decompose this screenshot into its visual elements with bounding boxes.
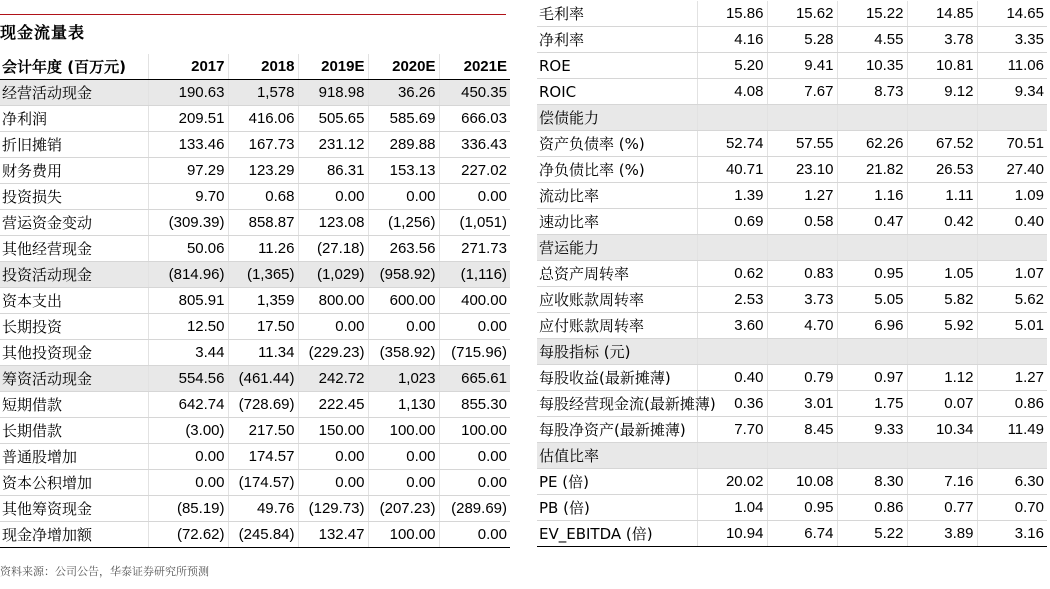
row-value: 1,359 <box>228 288 298 314</box>
row-label: ROIC <box>537 79 697 105</box>
row-label: PB (倍) <box>537 495 697 521</box>
row-value: 0.70 <box>977 495 1047 521</box>
row-value: 3.78 <box>907 27 977 53</box>
table-header-row <box>0 54 510 80</box>
table-row <box>537 443 1047 469</box>
row-value: 167.73 <box>228 132 298 158</box>
row-label: 估值比率 <box>537 443 697 469</box>
table-row <box>0 522 510 548</box>
row-value: 227.02 <box>439 158 510 184</box>
row-value: 554.56 <box>148 366 228 392</box>
row-value: 10.34 <box>907 417 977 443</box>
table-row <box>0 106 510 132</box>
row-value: 57.55 <box>767 131 837 157</box>
row-value: 600.00 <box>368 288 439 314</box>
row-value: 9.33 <box>837 417 907 443</box>
row-label: 长期投资 <box>0 314 148 340</box>
header-label: 会计年度 (百万元) <box>0 54 148 80</box>
row-value: 5.28 <box>767 27 837 53</box>
row-value: 800.00 <box>298 288 368 314</box>
table-row <box>537 469 1047 495</box>
row-value: (1,256) <box>368 210 439 236</box>
row-value: (1,051) <box>439 210 510 236</box>
row-value: 1,130 <box>368 392 439 418</box>
row-value <box>767 105 837 131</box>
table-row <box>0 340 510 366</box>
row-value: 3.44 <box>148 340 228 366</box>
row-value: 86.31 <box>298 158 368 184</box>
row-value: 190.63 <box>148 80 228 106</box>
row-value: 0.00 <box>368 470 439 496</box>
table-row <box>0 366 510 392</box>
row-value: 0.58 <box>767 209 837 235</box>
row-value: (289.69) <box>439 496 510 522</box>
row-label: 总资产周转率 <box>537 261 697 287</box>
row-value: 10.08 <box>767 469 837 495</box>
row-value: 49.76 <box>228 496 298 522</box>
row-value: 0.40 <box>697 365 767 391</box>
row-value: 9.70 <box>148 184 228 210</box>
row-value: 23.10 <box>767 157 837 183</box>
row-value: 0.86 <box>977 391 1047 417</box>
row-value: 0.42 <box>907 209 977 235</box>
table-row <box>537 1 1047 27</box>
row-label: 营运能力 <box>537 235 697 261</box>
row-value: 21.82 <box>837 157 907 183</box>
row-value: 642.74 <box>148 392 228 418</box>
row-value: 1.27 <box>977 365 1047 391</box>
row-label: 每股指标 (元) <box>537 339 697 365</box>
row-value <box>767 235 837 261</box>
row-label: 折旧摊销 <box>0 132 148 158</box>
row-value: 133.46 <box>148 132 228 158</box>
row-value: (814.96) <box>148 262 228 288</box>
row-value <box>837 105 907 131</box>
table-row <box>0 418 510 444</box>
row-value: 11.49 <box>977 417 1047 443</box>
row-value <box>697 443 767 469</box>
row-label: 筹资活动现金 <box>0 366 148 392</box>
row-value: 0.40 <box>977 209 1047 235</box>
row-value: 7.70 <box>697 417 767 443</box>
row-value: 217.50 <box>228 418 298 444</box>
row-value: 12.50 <box>148 314 228 340</box>
row-value: 1.75 <box>837 391 907 417</box>
row-value: 0.68 <box>228 184 298 210</box>
table-row <box>0 496 510 522</box>
table-row <box>537 79 1047 105</box>
row-label: ROE <box>537 53 697 79</box>
row-value: 0.00 <box>439 522 510 548</box>
table-row <box>0 392 510 418</box>
table-row <box>0 470 510 496</box>
table-row <box>537 27 1047 53</box>
row-value: (174.57) <box>228 470 298 496</box>
table-row <box>537 417 1047 443</box>
row-value: 7.16 <box>907 469 977 495</box>
table-row <box>537 521 1047 547</box>
row-value: 585.69 <box>368 106 439 132</box>
row-value: 3.35 <box>977 27 1047 53</box>
row-value: 9.41 <box>767 53 837 79</box>
row-value: 0.00 <box>298 184 368 210</box>
table-row <box>537 339 1047 365</box>
table-row <box>537 209 1047 235</box>
row-value: 5.01 <box>977 313 1047 339</box>
row-value: 8.30 <box>837 469 907 495</box>
row-value: 0.00 <box>148 444 228 470</box>
table-row <box>0 80 510 106</box>
row-value: 11.06 <box>977 53 1047 79</box>
row-value <box>907 443 977 469</box>
row-value: (245.84) <box>228 522 298 548</box>
row-value: 15.22 <box>837 1 907 27</box>
row-value: (958.92) <box>368 262 439 288</box>
row-value: 15.86 <box>697 1 767 27</box>
row-value: 416.06 <box>228 106 298 132</box>
row-value: 1,023 <box>368 366 439 392</box>
row-value: 5.62 <box>977 287 1047 313</box>
row-label: 其他投资现金 <box>0 340 148 366</box>
row-value: 7.67 <box>767 79 837 105</box>
row-value: (728.69) <box>228 392 298 418</box>
row-value <box>837 443 907 469</box>
row-value: 0.07 <box>907 391 977 417</box>
row-value: 0.00 <box>439 314 510 340</box>
row-value: 4.55 <box>837 27 907 53</box>
row-label: 应付账款周转率 <box>537 313 697 339</box>
row-value: 8.45 <box>767 417 837 443</box>
row-value: 209.51 <box>148 106 228 132</box>
row-value: 450.35 <box>439 80 510 106</box>
row-value: 222.45 <box>298 392 368 418</box>
row-value <box>907 339 977 365</box>
row-label: 其他筹资现金 <box>0 496 148 522</box>
row-value: 8.73 <box>837 79 907 105</box>
row-label: 财务费用 <box>0 158 148 184</box>
row-value: 15.62 <box>767 1 837 27</box>
row-label: 流动比率 <box>537 183 697 209</box>
row-label: PE (倍) <box>537 469 697 495</box>
table-row <box>537 391 1047 417</box>
row-value: 100.00 <box>368 522 439 548</box>
row-value: 11.26 <box>228 236 298 262</box>
table-row <box>537 53 1047 79</box>
row-value: 805.91 <box>148 288 228 314</box>
row-value: 62.26 <box>837 131 907 157</box>
row-value <box>977 105 1047 131</box>
row-label: 投资活动现金 <box>0 262 148 288</box>
row-value: 1.12 <box>907 365 977 391</box>
row-value: 0.95 <box>767 495 837 521</box>
row-value: 27.40 <box>977 157 1047 183</box>
row-value: 271.73 <box>439 236 510 262</box>
row-value: 70.51 <box>977 131 1047 157</box>
row-value: 855.30 <box>439 392 510 418</box>
row-label: 长期借款 <box>0 418 148 444</box>
table-row <box>0 314 510 340</box>
table-row <box>0 184 510 210</box>
table-row <box>0 444 510 470</box>
row-value <box>837 235 907 261</box>
row-value: 4.16 <box>697 27 767 53</box>
row-value: 36.26 <box>368 80 439 106</box>
row-value: 0.00 <box>298 470 368 496</box>
row-value <box>907 105 977 131</box>
row-value: 0.77 <box>907 495 977 521</box>
row-value: 0.00 <box>439 444 510 470</box>
row-label: 毛利率 <box>537 1 697 27</box>
table-row <box>0 132 510 158</box>
row-value: 0.97 <box>837 365 907 391</box>
row-value: 150.00 <box>298 418 368 444</box>
row-value: 67.52 <box>907 131 977 157</box>
row-value: 123.29 <box>228 158 298 184</box>
row-value: 1.16 <box>837 183 907 209</box>
row-value: (27.18) <box>298 236 368 262</box>
row-value: 505.65 <box>298 106 368 132</box>
row-value <box>697 235 767 261</box>
row-label: 投资损失 <box>0 184 148 210</box>
table-row <box>537 495 1047 521</box>
row-value: (358.92) <box>368 340 439 366</box>
row-value <box>697 339 767 365</box>
row-value: 3.89 <box>907 521 977 547</box>
row-value: 97.29 <box>148 158 228 184</box>
row-value: 1.11 <box>907 183 977 209</box>
header-year: 2020E <box>368 54 439 80</box>
row-value: 100.00 <box>439 418 510 444</box>
row-value: 20.02 <box>697 469 767 495</box>
table-row <box>537 235 1047 261</box>
row-value: 6.74 <box>767 521 837 547</box>
row-label: 净负债比率 (%) <box>537 157 697 183</box>
row-value: (72.62) <box>148 522 228 548</box>
row-value: 6.30 <box>977 469 1047 495</box>
row-label: 应收账款周转率 <box>537 287 697 313</box>
row-value: (129.73) <box>298 496 368 522</box>
row-value: 132.47 <box>298 522 368 548</box>
row-value: 1.04 <box>697 495 767 521</box>
header-year: 2017 <box>148 54 228 80</box>
row-label: 资产负债率 (%) <box>537 131 697 157</box>
row-value <box>837 339 907 365</box>
header-year: 2021E <box>439 54 510 80</box>
row-value: 5.82 <box>907 287 977 313</box>
row-value: 1.27 <box>767 183 837 209</box>
row-value: 3.60 <box>697 313 767 339</box>
row-value: 14.65 <box>977 1 1047 27</box>
row-value: 11.34 <box>228 340 298 366</box>
row-label: 营运资金变动 <box>0 210 148 236</box>
row-value: 10.81 <box>907 53 977 79</box>
row-value: 0.83 <box>767 261 837 287</box>
row-value: 6.96 <box>837 313 907 339</box>
row-value: 0.00 <box>368 184 439 210</box>
row-label: 现金净增加额 <box>0 522 148 548</box>
row-label: 速动比率 <box>537 209 697 235</box>
row-value: 263.56 <box>368 236 439 262</box>
row-value: 1.07 <box>977 261 1047 287</box>
row-value: 10.94 <box>697 521 767 547</box>
row-value: 26.53 <box>907 157 977 183</box>
row-value: 50.06 <box>148 236 228 262</box>
row-value: 0.86 <box>837 495 907 521</box>
table-row <box>537 287 1047 313</box>
row-value <box>767 443 837 469</box>
row-value: 3.01 <box>767 391 837 417</box>
table-row <box>0 210 510 236</box>
row-value <box>977 339 1047 365</box>
row-value: 0.00 <box>298 444 368 470</box>
row-value: 3.73 <box>767 287 837 313</box>
table-row <box>537 157 1047 183</box>
row-value: 2.53 <box>697 287 767 313</box>
row-value: 231.12 <box>298 132 368 158</box>
row-value: 0.00 <box>298 314 368 340</box>
top-rule <box>0 14 506 15</box>
table-row <box>0 262 510 288</box>
row-value: 666.03 <box>439 106 510 132</box>
row-value <box>977 443 1047 469</box>
table-row <box>537 131 1047 157</box>
row-value: 17.50 <box>228 314 298 340</box>
row-value: (1,116) <box>439 262 510 288</box>
row-value: 40.71 <box>697 157 767 183</box>
row-value <box>907 235 977 261</box>
row-label: 每股经营现金流(最新摊薄) <box>537 391 697 417</box>
table-row <box>537 105 1047 131</box>
row-label: 每股净资产(最新摊薄) <box>537 417 697 443</box>
row-value: 0.95 <box>837 261 907 287</box>
row-value: 123.08 <box>298 210 368 236</box>
row-value: 242.72 <box>298 366 368 392</box>
row-value: 400.00 <box>439 288 510 314</box>
row-value: 0.79 <box>767 365 837 391</box>
row-value: 100.00 <box>368 418 439 444</box>
cash-flow-table <box>0 54 510 548</box>
row-label: 净利率 <box>537 27 697 53</box>
table-row <box>537 365 1047 391</box>
row-label: 其他经营现金 <box>0 236 148 262</box>
row-value: 5.22 <box>837 521 907 547</box>
row-value: 0.00 <box>439 470 510 496</box>
row-value: 5.20 <box>697 53 767 79</box>
row-value: (3.00) <box>148 418 228 444</box>
ratios-table <box>537 1 1047 547</box>
table-row <box>537 183 1047 209</box>
row-value: 0.47 <box>837 209 907 235</box>
row-value: 0.00 <box>368 314 439 340</box>
row-value: 1.05 <box>907 261 977 287</box>
row-value: 14.85 <box>907 1 977 27</box>
row-value: (715.96) <box>439 340 510 366</box>
row-value <box>767 339 837 365</box>
row-value: (1,029) <box>298 262 368 288</box>
row-value: 858.87 <box>228 210 298 236</box>
row-label: 资本支出 <box>0 288 148 314</box>
row-value: 9.12 <box>907 79 977 105</box>
row-value: 1.09 <box>977 183 1047 209</box>
row-value: (229.23) <box>298 340 368 366</box>
row-value: 3.16 <box>977 521 1047 547</box>
row-value: 4.70 <box>767 313 837 339</box>
row-label: 每股收益(最新摊薄) <box>537 365 697 391</box>
row-value: 153.13 <box>368 158 439 184</box>
row-value <box>697 105 767 131</box>
table-row <box>537 313 1047 339</box>
source-note: 资料来源：公司公告，华泰证券研究所预测 <box>0 565 209 578</box>
table-row <box>0 158 510 184</box>
row-value: 918.98 <box>298 80 368 106</box>
row-value: 289.88 <box>368 132 439 158</box>
row-value: (309.39) <box>148 210 228 236</box>
table-title: 现金流量表 <box>0 23 86 42</box>
row-value: (461.44) <box>228 366 298 392</box>
header-year: 2018 <box>228 54 298 80</box>
row-value: 1,578 <box>228 80 298 106</box>
row-value: 0.36 <box>697 391 767 417</box>
table-row <box>0 236 510 262</box>
row-label: 短期借款 <box>0 392 148 418</box>
row-label: 普通股增加 <box>0 444 148 470</box>
row-value: 0.62 <box>697 261 767 287</box>
row-value: 9.34 <box>977 79 1047 105</box>
row-value: (85.19) <box>148 496 228 522</box>
row-value: 174.57 <box>228 444 298 470</box>
row-label: 偿债能力 <box>537 105 697 131</box>
table-row <box>537 261 1047 287</box>
row-label: 经营活动现金 <box>0 80 148 106</box>
row-value: 0.00 <box>148 470 228 496</box>
header-year: 2019E <box>298 54 368 80</box>
row-value: (207.23) <box>368 496 439 522</box>
row-value: (1,365) <box>228 262 298 288</box>
row-label: 资本公积增加 <box>0 470 148 496</box>
row-value: 5.05 <box>837 287 907 313</box>
table-row <box>0 288 510 314</box>
row-value: 1.39 <box>697 183 767 209</box>
row-value: 665.61 <box>439 366 510 392</box>
row-value: 5.92 <box>907 313 977 339</box>
row-value: 52.74 <box>697 131 767 157</box>
row-value: 4.08 <box>697 79 767 105</box>
row-value <box>977 235 1047 261</box>
row-value: 0.00 <box>368 444 439 470</box>
row-value: 0.69 <box>697 209 767 235</box>
row-label: 净利润 <box>0 106 148 132</box>
row-value: 0.00 <box>439 184 510 210</box>
row-value: 10.35 <box>837 53 907 79</box>
row-value: 336.43 <box>439 132 510 158</box>
row-label: EV_EBITDA (倍) <box>537 521 697 547</box>
